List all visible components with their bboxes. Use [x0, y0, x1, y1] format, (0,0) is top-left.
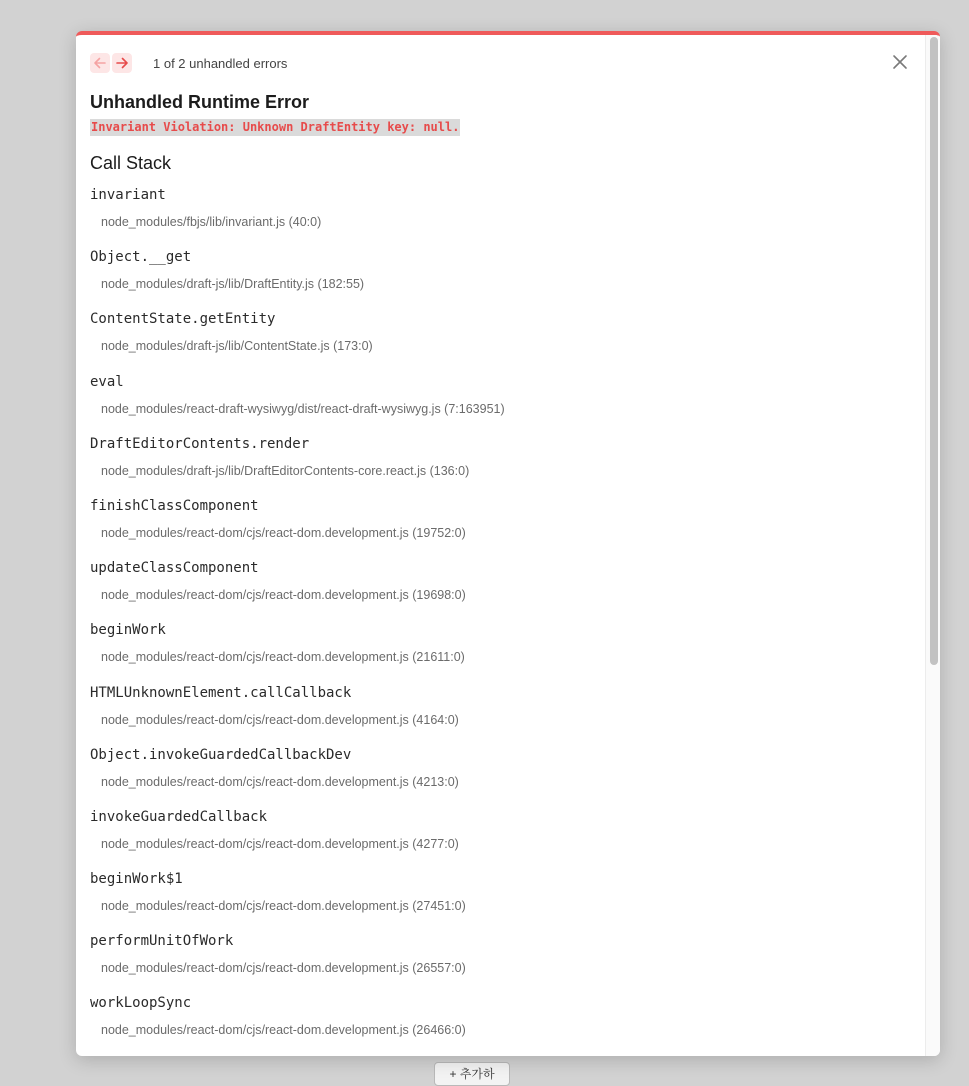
- stack-frame[interactable]: [90, 311, 920, 373]
- arrow-left-icon: [93, 56, 107, 70]
- scrollbar-thumb[interactable]: [930, 37, 938, 665]
- error-navigation: [90, 52, 287, 74]
- error-message: Invariant Violation: Unknown DraftEntity key: null.: [91, 120, 460, 134]
- stack-frame[interactable]: [90, 436, 920, 498]
- error-count-label: 1 of 2 unhandled errors: [153, 55, 288, 71]
- error-overlay-content: [76, 35, 940, 1056]
- error-overlay-dialog: [76, 31, 940, 1056]
- call-stack-heading: Call Stack: [90, 153, 172, 173]
- error-title: Unhandled Runtime Error: [90, 92, 310, 112]
- call-stack-list: [90, 187, 920, 1056]
- close-button[interactable]: [890, 54, 910, 74]
- stack-frame-file: node_modules/react-dom/cjs/react-dom.development.js (27451:0): [101, 899, 466, 914]
- stack-frame[interactable]: [90, 995, 920, 1056]
- stack-frame[interactable]: [90, 933, 920, 995]
- scrollbar-track[interactable]: [925, 35, 940, 1056]
- stack-frame-function: workLoopSync: [90, 995, 192, 1012]
- stack-frame-file: node_modules/react-dom/cjs/react-dom.development.js (4164:0): [101, 712, 459, 727]
- stack-frame-function: ContentState.getEntity: [90, 311, 276, 328]
- stack-frame-function: beginWork$1: [90, 871, 183, 888]
- stack-frame[interactable]: [90, 374, 920, 436]
- stack-frame-file: node_modules/react-dom/cjs/react-dom.development.js (4277:0): [101, 836, 459, 851]
- stack-frame-file: node_modules/draft-js/lib/DraftEntity.js (182:55): [101, 277, 365, 292]
- stack-frame-function: performUnitOfWork: [90, 933, 234, 950]
- stack-frame-file: node_modules/react-dom/cjs/react-dom.development.js (26466:0): [101, 1023, 466, 1038]
- stack-frame[interactable]: [90, 498, 920, 560]
- stack-frame-function: eval: [90, 373, 124, 390]
- stack-frame-function: invokeGuardedCallback: [90, 808, 268, 825]
- stack-frame-function: invariant: [90, 187, 166, 203]
- stack-frame-function: HTMLUnknownElement.callCallback: [90, 684, 352, 701]
- stack-frame-function: beginWork: [90, 622, 166, 639]
- stack-frame[interactable]: [90, 809, 920, 871]
- stack-frame-function: DraftEditorContents.render: [90, 435, 310, 452]
- stack-frame-file: node_modules/react-dom/cjs/react-dom.development.js (26557:0): [101, 961, 466, 976]
- stack-frame[interactable]: [90, 560, 920, 622]
- stack-frame-file: node_modules/draft-js/lib/ContentState.js (173:0): [101, 339, 373, 354]
- stack-frame-file: node_modules/react-dom/cjs/react-dom.development.js (4213:0): [101, 774, 459, 789]
- stack-frame-file: node_modules/fbjs/lib/invariant.js (40:0): [101, 215, 322, 229]
- stack-frame-function: Object.invokeGuardedCallbackDev: [90, 746, 352, 763]
- stack-frame[interactable]: [90, 747, 920, 809]
- stack-frame[interactable]: [90, 622, 920, 684]
- stack-frame-file: node_modules/react-dom/cjs/react-dom.development.js (19752:0): [101, 525, 466, 540]
- stack-frame[interactable]: [90, 187, 920, 249]
- stack-frame[interactable]: [90, 685, 920, 747]
- stack-frame[interactable]: [90, 249, 920, 311]
- close-icon: [892, 54, 908, 75]
- stack-frame-function: finishClassComponent: [90, 497, 259, 514]
- stack-frame[interactable]: [90, 871, 920, 933]
- stack-frame-file: node_modules/react-dom/cjs/react-dom.development.js (21611:0): [101, 650, 465, 665]
- stack-frame-file: node_modules/react-dom/cjs/react-dom.development.js (19698:0): [101, 588, 466, 603]
- next-error-button[interactable]: [112, 53, 132, 73]
- stack-frame-function: updateClassComponent: [90, 560, 259, 577]
- stack-frame-file: node_modules/draft-js/lib/DraftEditorContents-core.react.js (136:0): [101, 463, 470, 478]
- backdrop-add-button[interactable]: + 추가하: [434, 1062, 510, 1086]
- previous-error-button[interactable]: [90, 53, 110, 73]
- stack-frame-function: Object.__get: [90, 249, 192, 266]
- arrow-right-icon: [115, 56, 129, 70]
- stack-frame-file: node_modules/react-draft-wysiwyg/dist/react-draft-wysiwyg.js (7:163951): [101, 401, 505, 416]
